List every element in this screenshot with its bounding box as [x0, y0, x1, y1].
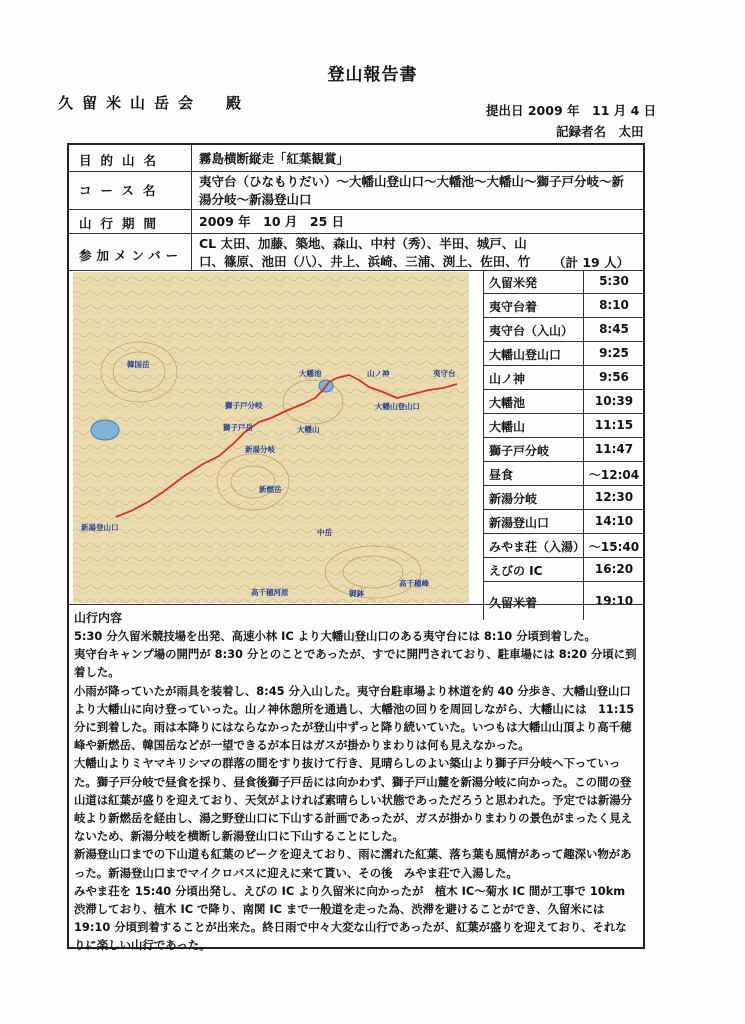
- schedule-row: [484, 366, 644, 390]
- schedule-place: 久留米発: [489, 276, 538, 290]
- schedule-time: 8:45: [583, 318, 644, 341]
- schedule-row: [484, 414, 644, 438]
- map-label-shinyu-tozanguchi: 新湯登山口: [81, 523, 119, 532]
- row-divider: [69, 209, 643, 210]
- schedule-time: 10:39: [583, 390, 644, 413]
- members-value: CL 太田、加藤、築地、森山、中村（秀）、半田、城戸、山口、篠原、池田（八）、井上、浜崎、三浦、渕上、佐田、竹: [199, 236, 531, 269]
- map-label-takachiho-kawara: 高千穂河原: [251, 588, 289, 597]
- narrative-heading: 山行内容: [74, 611, 123, 625]
- schedule-row: [484, 390, 644, 414]
- schedule-time: 14:10: [583, 510, 644, 533]
- course-value: 夷守台（ひなもりだい）～大幡山登山口～大幡池～大幡山～獅子戸分岐～新湯分岐～新湯登山口: [199, 174, 625, 207]
- narrative-paragraph: 新湯登山口までの下山道も紅葉のピークを迎えており、雨に濡れた紅葉、落ち葉も風情があって趣深い物があった。新湯登山口までマイクロバスに迎えに来て貰い、その後 みやま荘で入湯した。: [74, 847, 632, 880]
- schedule-time: 16:20: [583, 558, 644, 581]
- schedule-row: [484, 294, 644, 318]
- schedule-place: 大幡池: [489, 396, 526, 410]
- recorder-name: 記録者名 太田: [556, 124, 644, 139]
- narrative-paragraph: 5:30 分久留米競技場を出発、高速小林 IC より大幡山登山口のある夷守台には 8:10 分頃到着した。: [74, 629, 596, 643]
- map-label-karakunidake: 韓国岳: [127, 360, 150, 369]
- map-label-ohatayama-tozanguchi: 大幡山登山口: [375, 402, 420, 411]
- map-label-ohatayama: 大幡山: [297, 425, 320, 434]
- schedule-time: 12:30: [583, 486, 644, 509]
- map-lake-west: [91, 420, 119, 440]
- schedule-place: 新湯分岐: [489, 492, 538, 506]
- schedule-time: 9:56: [583, 366, 644, 389]
- schedule-place: 久留米着: [489, 596, 538, 610]
- schedule-row: [484, 510, 644, 534]
- purpose-label: 目的山名: [79, 153, 166, 168]
- period-label: 山行期間: [79, 216, 166, 231]
- schedule-place: えびの IC: [489, 564, 543, 578]
- narrative-paragraph: 大幡山よりミヤマキリシマの群落の間をすり抜けて行き、見晴らしのよい築山より獅子戸分岐へ下っていった。獅子戸分岐で昼食を採り、昼食後獅子戸岳には向かわず、獅子戸山麓を新湯分岐に向かった。この間の登山道は紅葉が盛りを迎えており、天気がよければ素晴らしい状態であっただろうと思われた。予定では新湯分岐より新燃岳を経由し、湯之野登山口に下山する計画であったが、ガスが掛かりまわりの景色がまったく見えないため、新湯分岐を横断し新湯登山口に下山することにした。: [74, 756, 633, 844]
- schedule-place: みやま荘（入湯）: [489, 540, 586, 554]
- map-label-hinamoridai: 夷守台: [433, 369, 456, 378]
- map-label-nakadake: 中岳: [317, 528, 332, 537]
- section-divider: [69, 604, 643, 605]
- submission-date: 提出日 2009 年 11 月 4 日: [486, 103, 657, 118]
- map-label-takachihonomine: 高千穂峰: [399, 579, 429, 588]
- schedule-time: 5:30: [583, 270, 644, 293]
- schedule-place: 新湯登山口: [489, 516, 550, 530]
- schedule-place: 獅子戸分岐: [489, 444, 550, 458]
- schedule-row: [484, 438, 644, 462]
- row-divider: [69, 233, 643, 234]
- narrative-paragraph: 小雨が降っていたが雨具を装着し、8:45 分入山した。夷守台駐車場より林道を約 40 分歩き、大幡山登山口より大幡山に向け登っていった。山ノ神休憩所を通過し、大幡池の回りを周回しながら、大幡山には 11:15 分に到着した。雨は本降りにはならなかったが登山中ずっと降り続いていた。いつもは大幡山山頂より高千穂峰や新燃岳、韓国岳などが一望できるが本日はガスが掛かりまわりは何も見えなかった。: [74, 683, 635, 753]
- members-label: 参加メンバー: [79, 248, 184, 263]
- label-column-divider: [191, 145, 192, 270]
- schedule-time: 9:25: [583, 342, 644, 365]
- map-label-ohata-ike: 大幡池: [299, 369, 322, 378]
- schedule-row: [484, 534, 644, 558]
- schedule-row: [484, 318, 644, 342]
- schedule-place: 大幡山登山口: [489, 348, 562, 362]
- period-value: 2009 年 10 月 25 日: [199, 214, 345, 229]
- schedule-time: 11:47: [583, 438, 644, 461]
- schedule-row: [484, 270, 644, 294]
- map-contours: [73, 272, 469, 603]
- narrative-paragraph: みやま荘を 15:40 分頃出発し、えびの IC より久留米に向かったが 植木 IC～菊水 IC 間が工事で 10km 渋滞しており、植木 IC で降り、南関 IC まで一般道を走った為、渋滞を避けることができ、久留米には 19:10 分頃到着することが出来た。終日雨で中々大変な山行であったが、紅葉が盛りを迎えており、それなりに楽しい山行であった。: [74, 883, 627, 953]
- map-label-shishido-bunki: 獅子戸分岐: [225, 401, 263, 410]
- schedule-table: [483, 270, 644, 620]
- schedule-place: 山ノ神: [489, 372, 526, 386]
- schedule-place: 夷守台（入山）: [489, 324, 574, 338]
- schedule-row: [484, 582, 644, 620]
- schedule-place: 夷守台着: [489, 300, 538, 314]
- addressee: 久留米山岳会 殿: [58, 94, 251, 112]
- narrative-paragraph: 夷守台キャンプ場の開門が 8:30 分とのことであったが、すでに開門されており、駐車場には 8:20 分頃に到着した。: [74, 647, 637, 680]
- route-map-svg: [73, 272, 469, 603]
- schedule-time: ～12:04: [583, 462, 644, 485]
- row-divider: [69, 171, 643, 172]
- map-label-shishidodake: 獅子戸岳: [223, 423, 253, 432]
- schedule-row: [484, 558, 644, 582]
- narrative-text: [74, 627, 637, 955]
- members-total: （計 19 人）: [553, 255, 630, 270]
- schedule-row: [484, 462, 644, 486]
- page-title: 登山報告書: [327, 65, 418, 85]
- schedule-time: ～15:40: [583, 534, 644, 557]
- schedule-place: 昼食: [489, 468, 514, 482]
- purpose-value: 霧島横断縦走「紅葉観賞」: [199, 151, 350, 166]
- schedule-place: 大幡山: [489, 420, 526, 434]
- schedule-time: 11:15: [583, 414, 644, 437]
- route-map: [73, 272, 469, 603]
- map-label-ohachi: 御鉢: [349, 589, 364, 598]
- schedule-time: 19:10: [583, 582, 644, 620]
- report-sheet: [67, 143, 645, 953]
- schedule-time: 8:10: [583, 294, 644, 317]
- schedule-row: [484, 342, 644, 366]
- schedule-row: [484, 486, 644, 510]
- map-label-shinmoedake: 新燃岳: [259, 485, 282, 494]
- course-label: コース名: [79, 183, 165, 198]
- map-label-shinyu-bunki: 新湯分岐: [245, 445, 275, 454]
- map-label-yamanokami: 山ノ神: [367, 369, 390, 378]
